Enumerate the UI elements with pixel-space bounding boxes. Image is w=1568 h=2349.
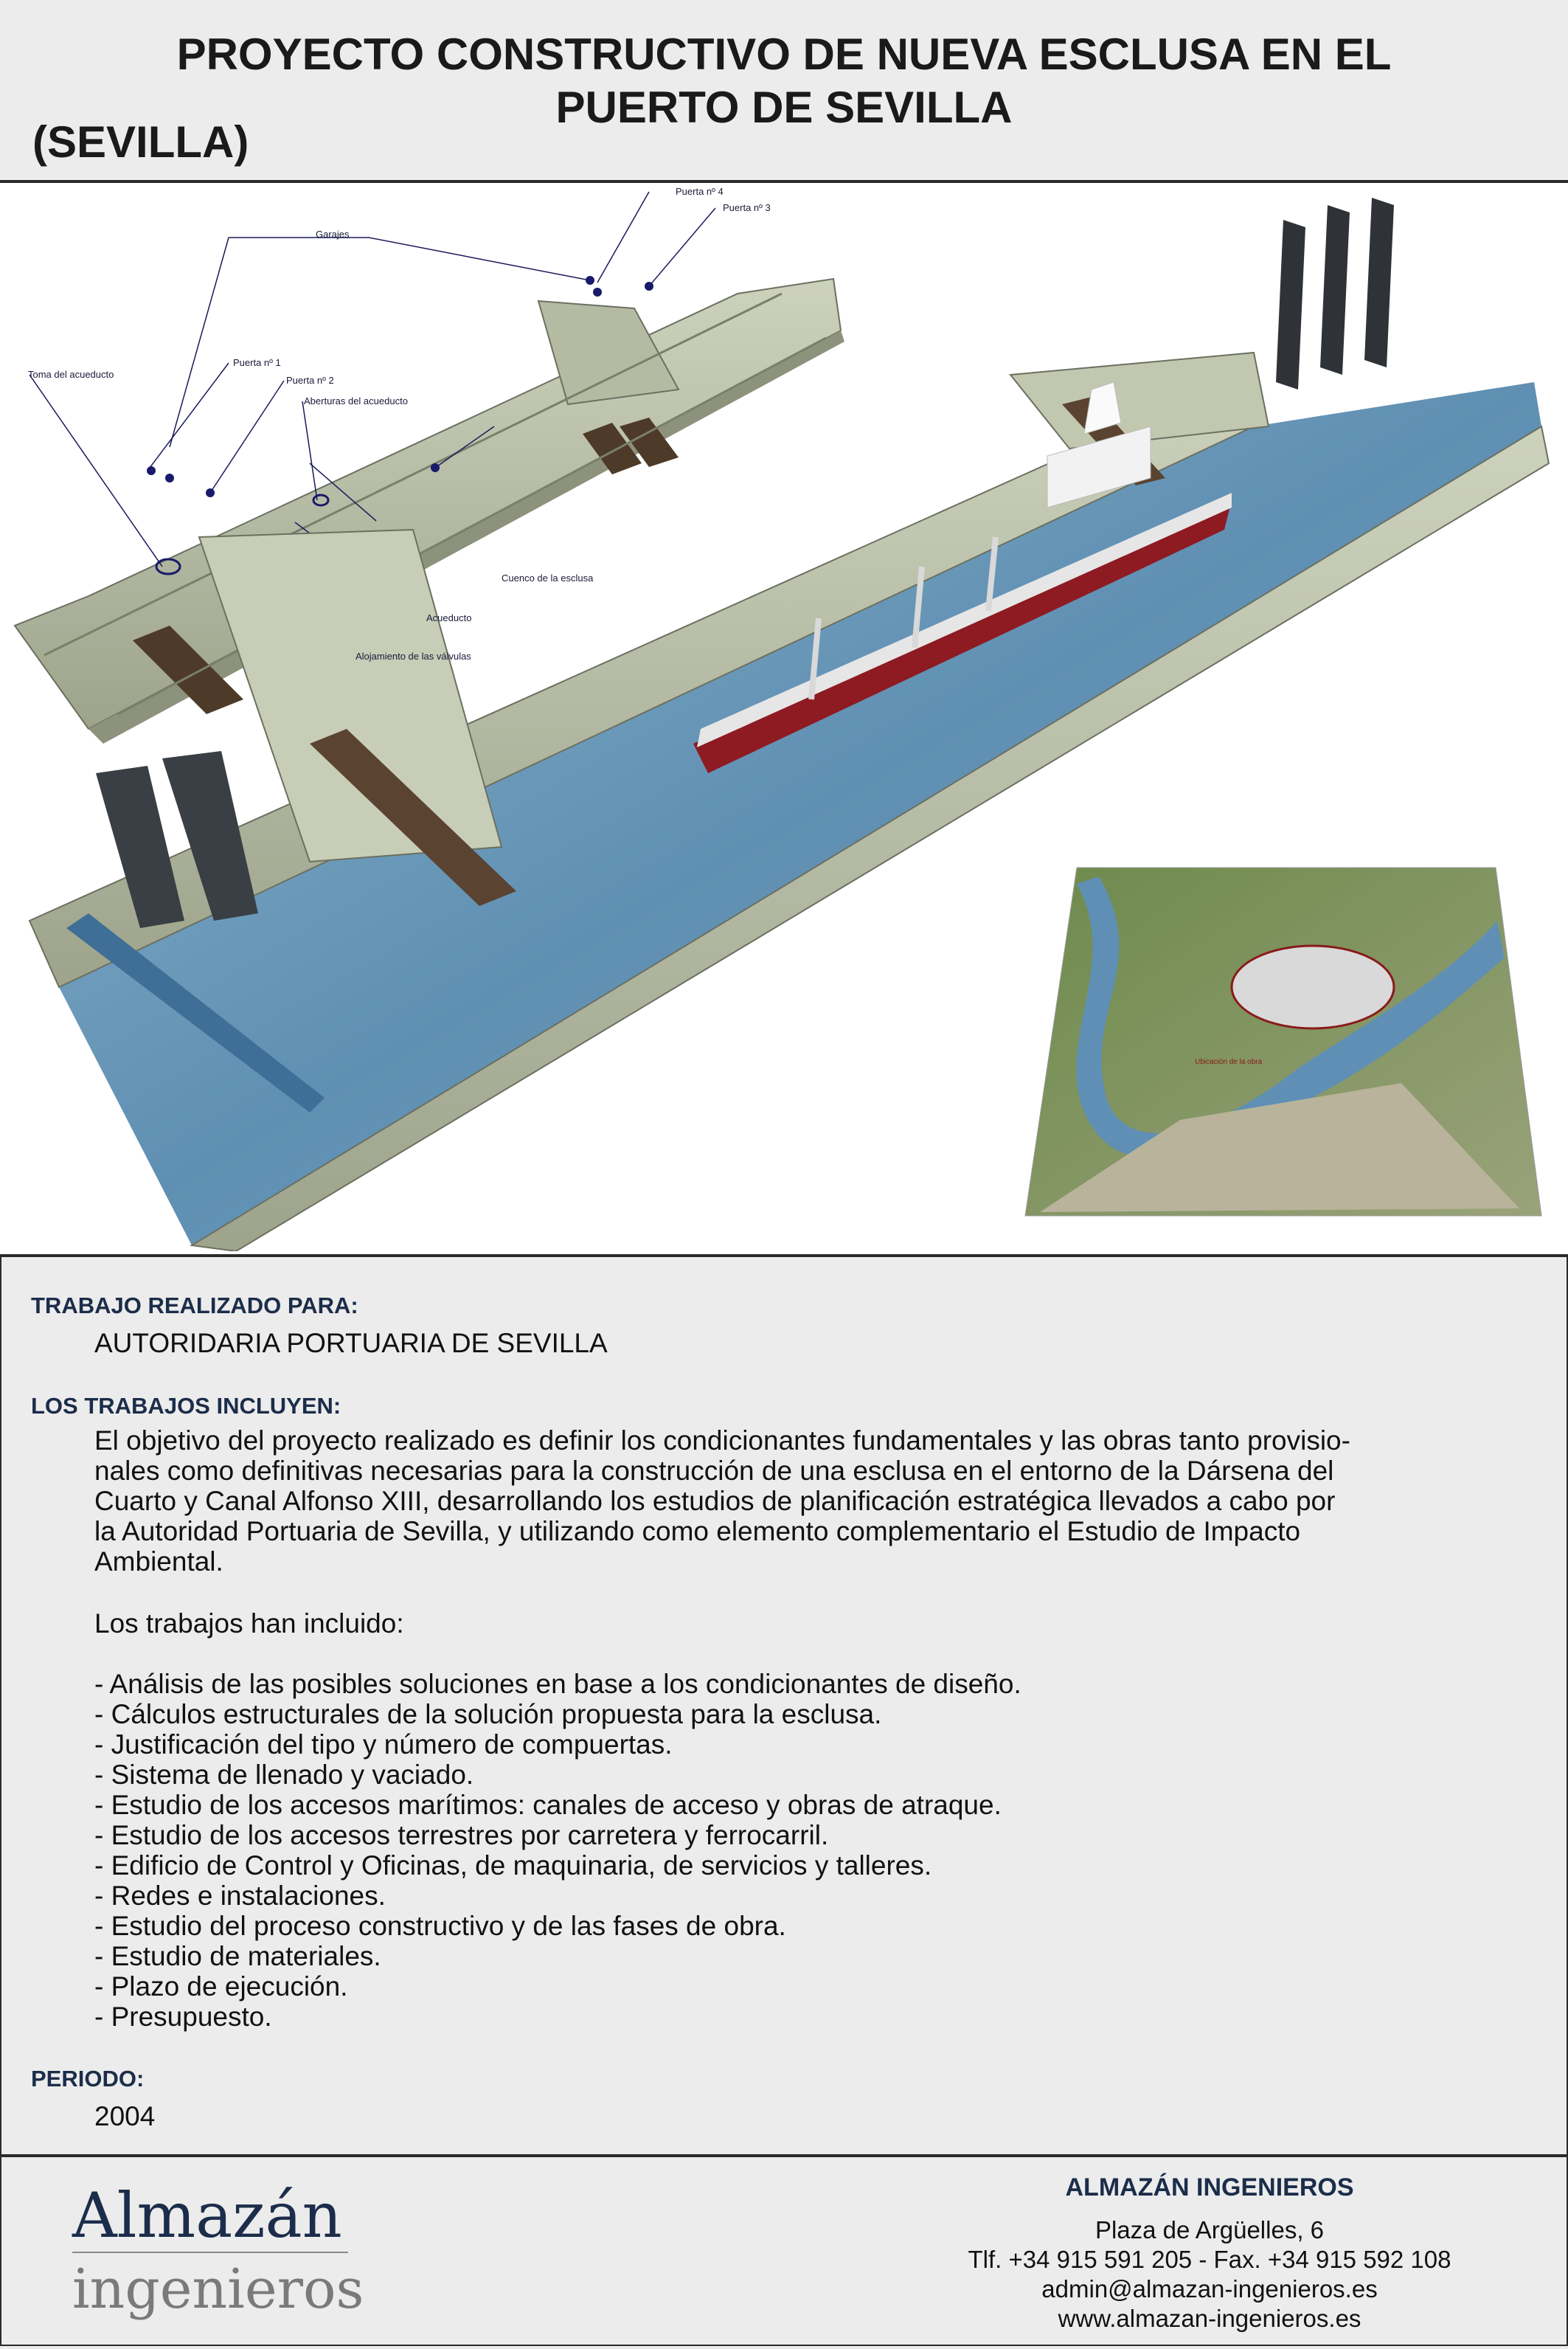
label-puerta-2: Puerta nº 2 — [286, 375, 334, 386]
period-heading: PERIODO: — [31, 2066, 145, 2092]
lock-3d-render — [0, 183, 1568, 1251]
header — [0, 0, 1568, 183]
list-item: - Estudio del proceso constructivo y de las fases de obra. — [94, 1911, 786, 1941]
label-puerta-3: Puerta nº 3 — [723, 202, 771, 213]
list-item: - Estudio de materiales. — [94, 1941, 381, 1971]
map-location-label: Ubicación de la obra — [1195, 1058, 1263, 1066]
label-garajes: Garajes — [316, 229, 350, 240]
list-item: - Plazo de ejecución. — [94, 1971, 348, 2002]
list-item: - Sistema de llenado y vaciado. — [94, 1760, 474, 1790]
company-email[interactable]: admin@almazan-ingenieros.es — [1041, 2275, 1378, 2303]
company-address: Plaza de Argüelles, 6 — [1095, 2216, 1325, 2244]
list-item: - Estudio de los accesos terrestres por carretera y ferrocarril. — [94, 1820, 829, 1850]
works-list-intro: Los trabajos han incluido: — [94, 1608, 404, 1639]
title-line-2: PUERTO DE SEVILLA — [555, 83, 1013, 132]
works-intro — [94, 1425, 1510, 1577]
title-line-1: PROYECTO CONSTRUCTIVO DE NUEVA ESCLUSA EN EL — [176, 30, 1392, 79]
list-item: - Cálculos estructurales de la solución propuesta para la esclusa. — [94, 1699, 882, 1729]
list-item: - Análisis de las posibles soluciones en base a los condicionantes de diseño. — [94, 1669, 1021, 1699]
list-item: - Presupuesto. — [94, 2002, 272, 2032]
label-toma-acueducto: Toma del acueducto — [28, 369, 114, 380]
list-item: - Estudio de los accesos marítimos: canales de acceso y obras de atraque. — [94, 1790, 1002, 1820]
lock-illustration — [0, 183, 1568, 1257]
intro-line: Ambiental. — [94, 1546, 223, 1577]
list-item: - Edificio de Control y Oficinas, de maquinaria, de servicios y talleres. — [94, 1850, 932, 1881]
intro-line: la Autoridad Portuaria de Sevilla, y utilizando como elemento complementario el Estudio de Impacto — [94, 1516, 1301, 1546]
company-logo-top: Almazán — [72, 2179, 342, 2252]
client-heading: TRABAJO REALIZADO PARA: — [31, 1293, 358, 1318]
page-subtitle: (SEVILLA) — [32, 117, 249, 167]
client-name: AUTORIDARIA PORTUARIA DE SEVILLA — [94, 1328, 608, 1358]
list-item: - Redes e instalaciones. — [94, 1881, 386, 1911]
label-puerta-1: Puerta nº 1 — [233, 357, 281, 368]
label-aberturas: Aberturas del acueducto — [304, 395, 408, 407]
location-map-inset — [1025, 868, 1541, 1216]
label-cuenco: Cuenco de la esclusa — [502, 572, 594, 584]
list-item: - Justificación del tipo y número de compuertas. — [94, 1729, 673, 1760]
logo-divider — [72, 2252, 348, 2253]
label-puerta-4: Puerta nº 4 — [676, 186, 724, 197]
company-name: ALMAZÁN INGENIEROS — [1065, 2173, 1354, 2201]
company-phone: Tlf. +34 915 591 205 - Fax. +34 915 592 108 — [968, 2246, 1451, 2273]
works-heading: LOS TRABAJOS INCLUYEN: — [31, 1393, 341, 1419]
intro-line: nales como definitivas necesarias para la construcción de una esclusa en el entorno de la Dársena del — [94, 1456, 1334, 1486]
label-alojamiento: Alojamiento de las válvulas — [355, 651, 471, 662]
intro-line: Cuarto y Canal Alfonso XIII, desarrollando los estudios de planificación estratégica llevados a cabo por — [94, 1486, 1336, 1516]
works-list — [94, 1669, 1021, 2032]
period-value: 2004 — [94, 2101, 156, 2131]
company-website[interactable]: www.almazan-ingenieros.es — [1058, 2305, 1361, 2332]
company-logo-bottom: ingenieros — [72, 2258, 364, 2321]
label-acueducto: Acueducto — [426, 612, 472, 623]
intro-line: El objetivo del proyecto realizado es definir los condicionantes fundamentales y las obras tanto provisio- — [94, 1425, 1350, 1456]
